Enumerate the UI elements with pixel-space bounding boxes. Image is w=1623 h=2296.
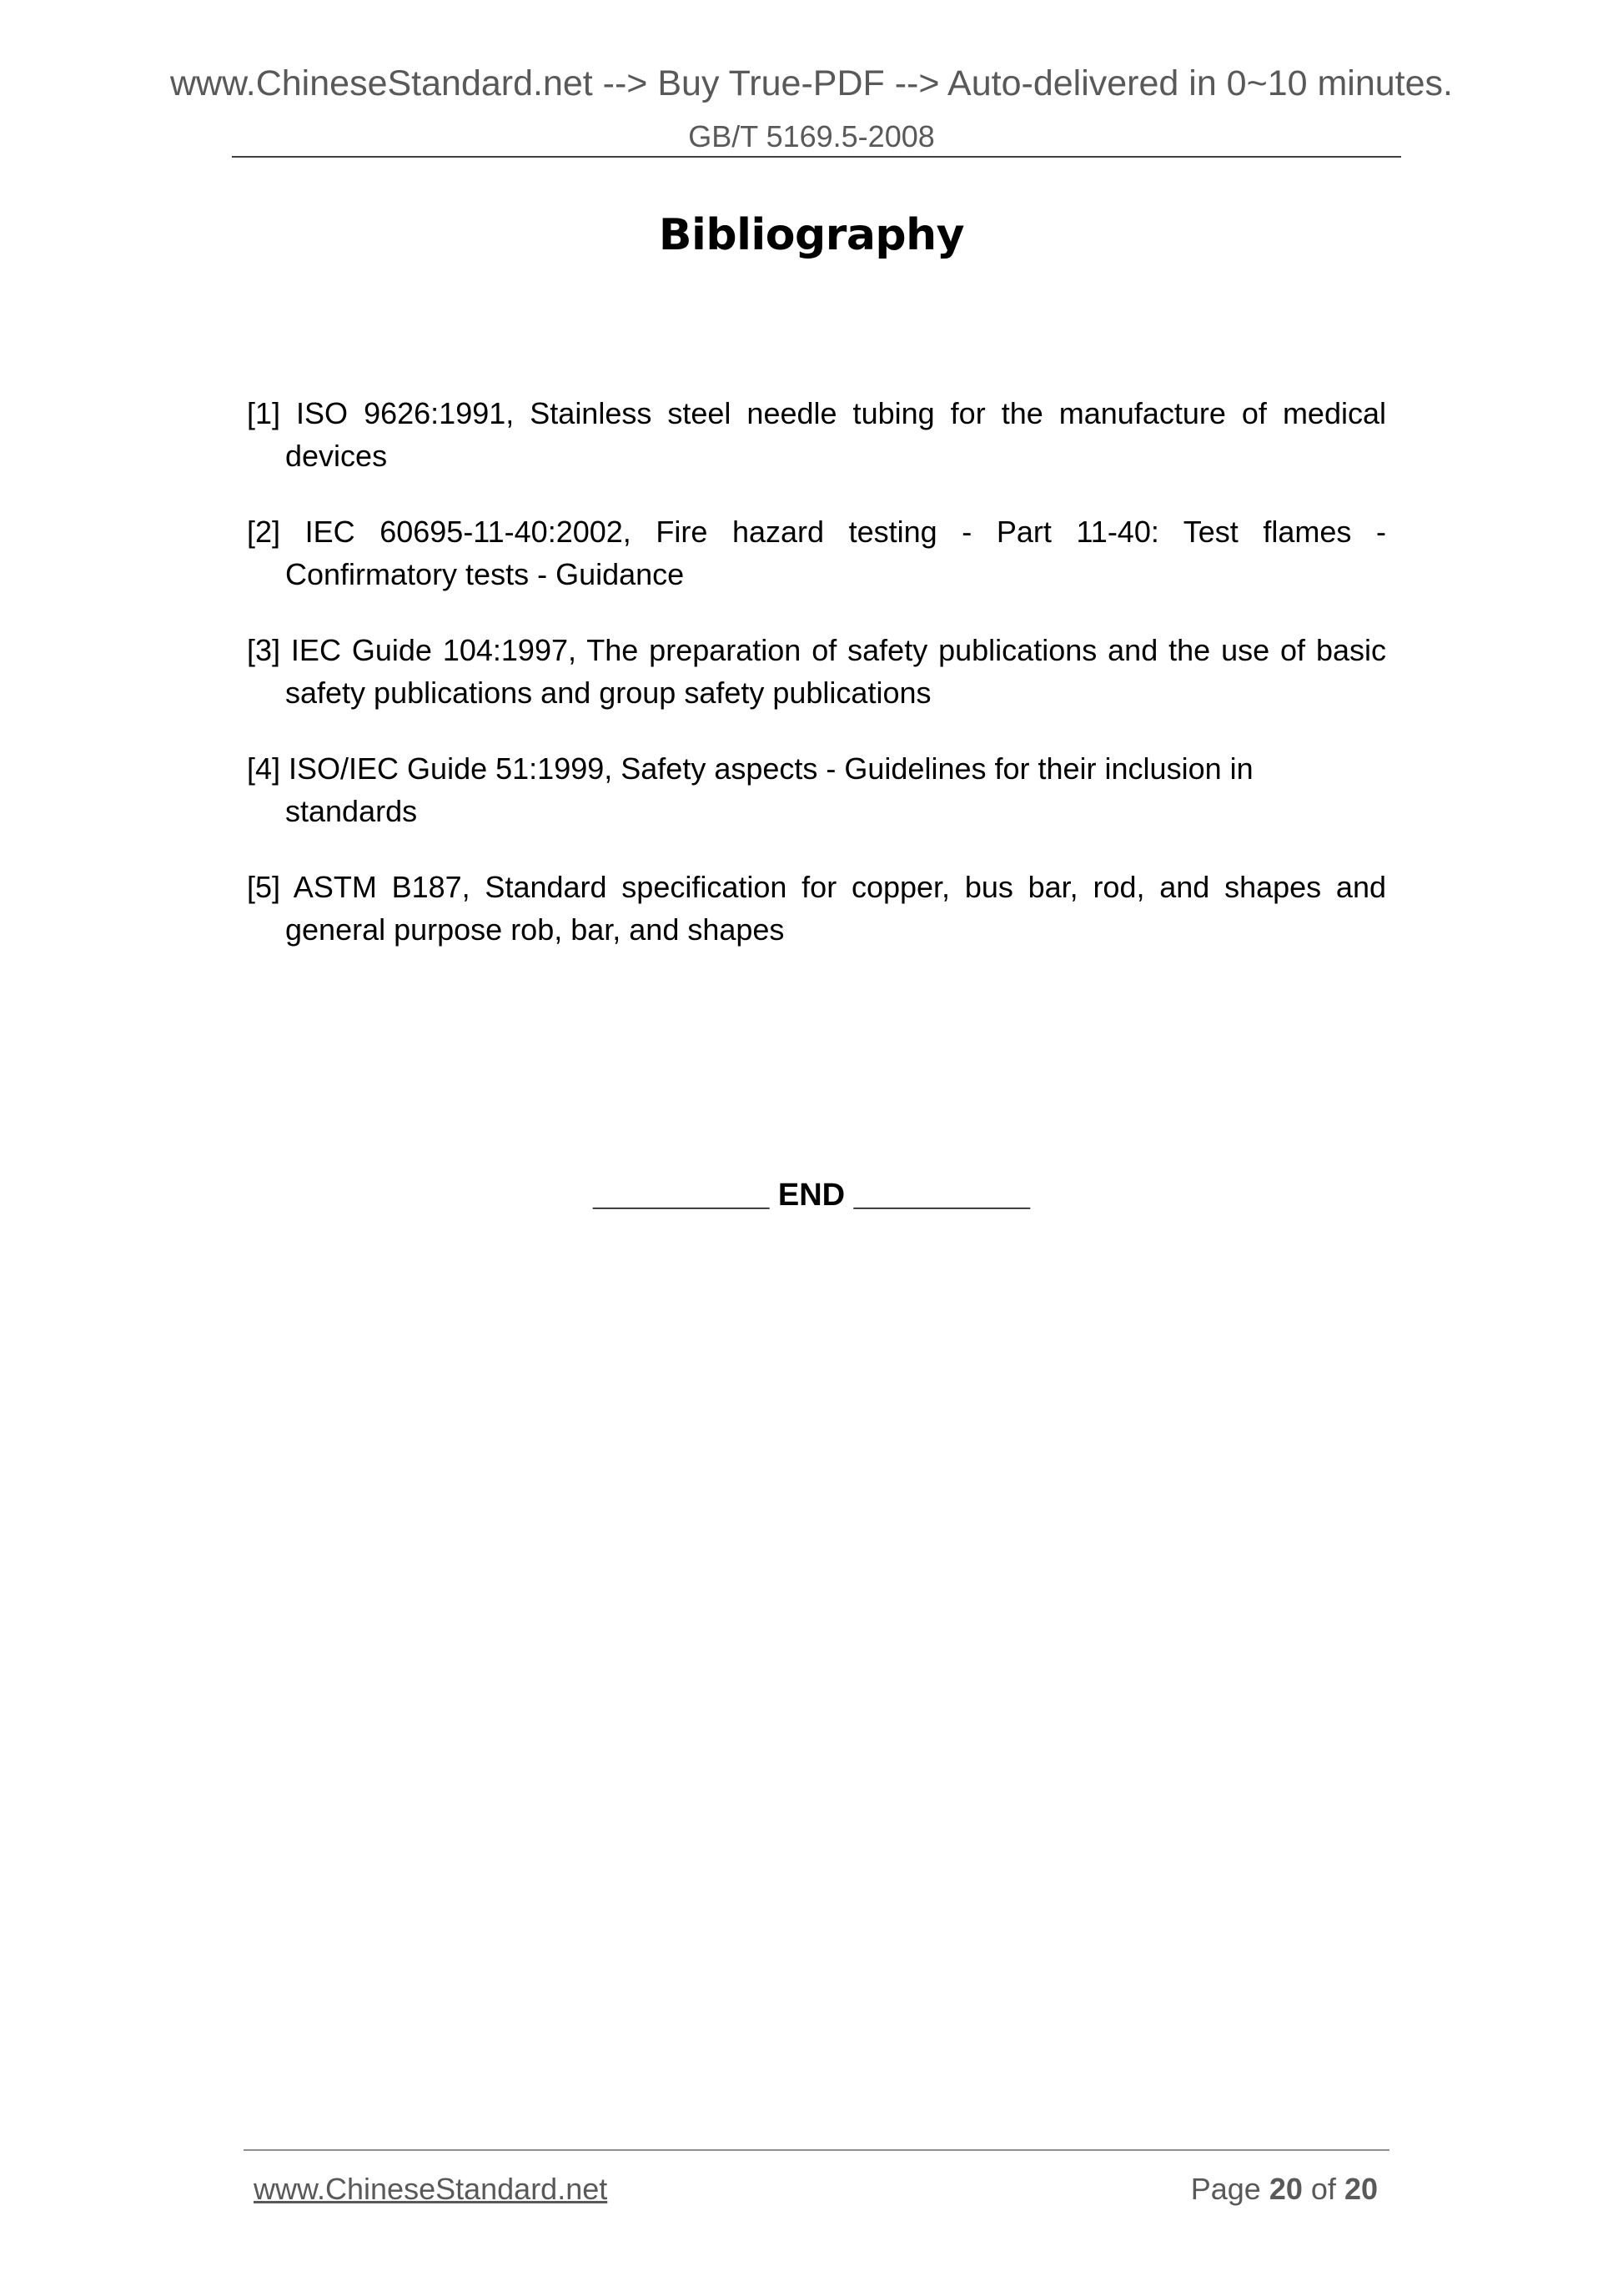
page-current: 20 <box>1269 2172 1303 2206</box>
page-title: Bibliography <box>658 210 965 260</box>
footer-divider <box>244 2149 1389 2151</box>
page-prefix: Page <box>1190 2172 1261 2206</box>
reference-item-1: [1] ISO 9626:1991, Stainless steel needle tubing for the manufacture of medical devices <box>247 396 1386 473</box>
page-total: 20 <box>1344 2172 1378 2206</box>
standard-code: GB/T 5169.5-2008 <box>688 119 935 153</box>
reference-item-5: [5] ASTM B187, Standard specification for copper, bus bar, rod, and shapes and general purpose rob, bar, and shapes <box>247 870 1386 947</box>
header-divider <box>232 156 1401 158</box>
reference-item-3: [3] IEC Guide 104:1997, The preparation of safety publications and the use of basic safety publications and group safety publications <box>247 633 1386 710</box>
reference-item-4: [4] ISO/IEC Guide 51:1999, Safety aspects - Guidelines for their inclusion in standards <box>247 751 1254 828</box>
reference-list <box>247 392 1386 984</box>
footer-website-link[interactable]: www.ChineseStandard.net <box>254 2172 608 2206</box>
end-marker: __________ END __________ <box>592 1178 1031 1213</box>
header-banner: www.ChineseStandard.net --> Buy True-PDF --> Auto-delivered in 0~10 minutes. <box>169 63 1453 103</box>
page-number <box>1191 2172 1378 2207</box>
reference-item-2: [2] IEC 60695-11-40:2002, Fire hazard testing - Part 11-40: Test flames - Confirmatory tests - Guidance <box>247 515 1386 591</box>
page-of: of <box>1310 2172 1336 2206</box>
